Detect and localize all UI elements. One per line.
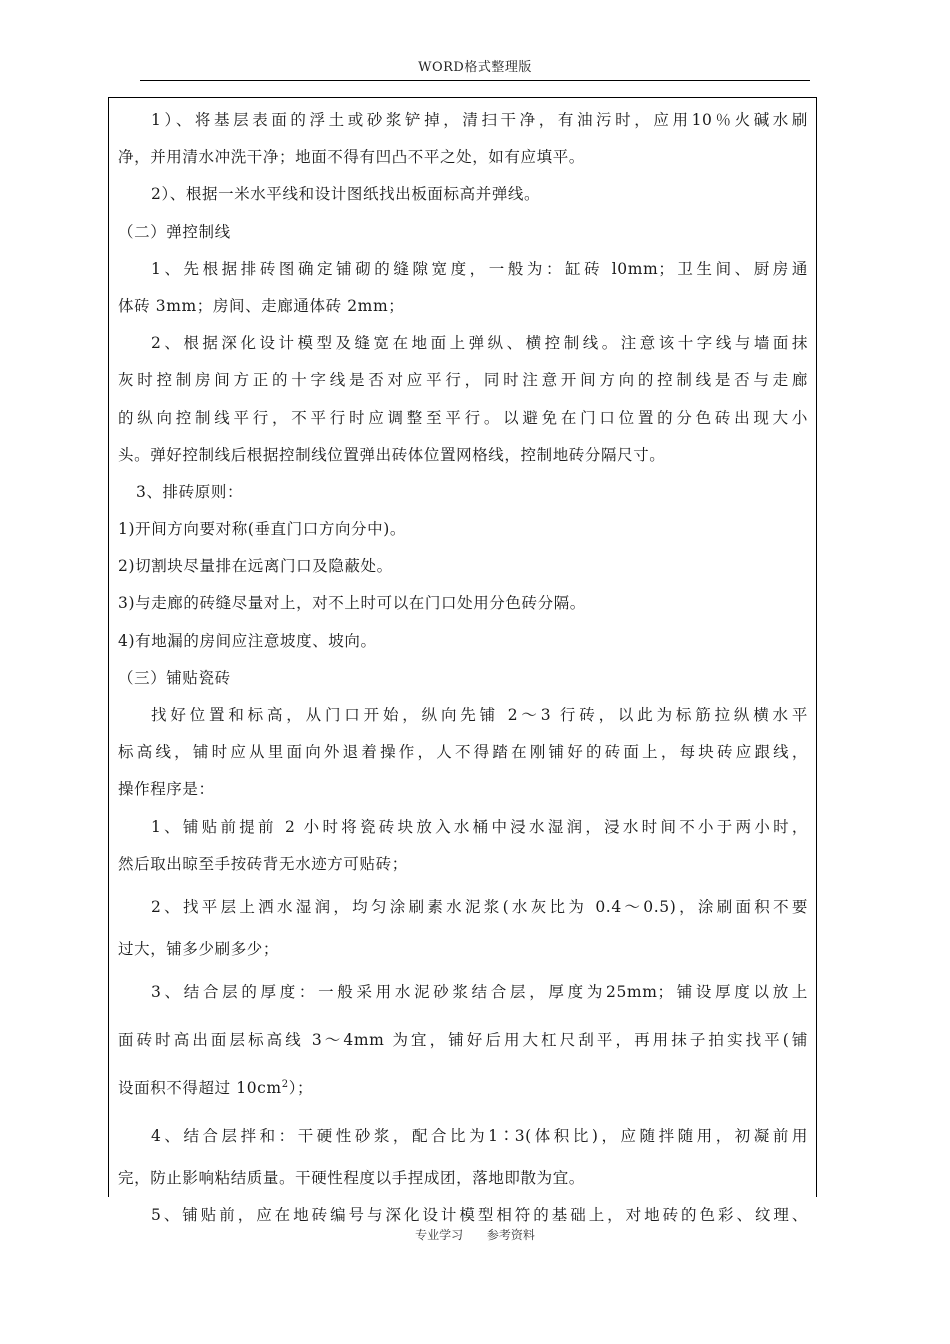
line-text: 设面积不得超过 10cm xyxy=(118,1079,282,1098)
paragraph-line xyxy=(118,1064,808,1112)
list-item: 2)切割块尽量排在远离门口及隐蔽处。 xyxy=(118,557,393,576)
paragraph-line: 5、铺贴前，应在地砖编号与深化设计模型相符的基础上，对地砖的色彩、纹理、 xyxy=(151,1206,808,1225)
paragraph-line: 1、先根据排砖图确定铺砌的缝隙宽度，一般为：缸砖 l0mm；卫生间、厨房通 xyxy=(151,259,808,278)
paragraph-line: 灰时控制房间方正的十字线是否对应平行，同时注意开间方向的控制线是否与走廊 xyxy=(118,371,808,390)
paragraph-line: 2）、根据一米水平线和设计图纸找出板面标高并弹线。 xyxy=(151,185,541,204)
paragraph-line: 1）、将基层表面的浮土或砂浆铲掉，清扫干净，有油污时，应用10％火碱水刷 xyxy=(151,111,808,129)
paragraph-line: 净，并用清水冲洗干净；地面不得有凹凸不平之处，如有应填平。 xyxy=(118,148,585,167)
paragraph-line: 的纵向控制线平行，不平行时应调整至平行。以避免在门口位置的分色砖出现大小 xyxy=(118,408,808,427)
page-footer xyxy=(0,1226,950,1243)
content-lines xyxy=(118,102,808,1235)
paragraph-line: 过大，铺多少刷多少； xyxy=(118,939,280,958)
superscript: 2 xyxy=(281,1078,289,1090)
paragraph-line: 标高线，铺时应从里面向外退着操作，人不得踏在刚铺好的砖面上，每块砖应跟线， xyxy=(118,743,808,762)
section-heading: （二）弹控制线 xyxy=(118,222,231,241)
paragraph-line: 4、结合层拌和：干硬性砂浆，配合比为1∶3(体积比)，应随拌随用，初凝前用 xyxy=(151,1127,808,1146)
header-rule xyxy=(140,80,810,81)
paragraph-line: 找好位置和标高，从门口开始，纵向先铺 2～3 行砖，以此为标筋拉纵横水平 xyxy=(151,706,808,724)
footer-right-text: 参考资料 xyxy=(486,1228,535,1242)
paragraph-line: 2、找平层上洒水湿润，均匀涂刷素水泥浆(水灰比为 0.4～0.5)，涂刷面积不要 xyxy=(151,897,808,916)
paragraph-line: 面砖时高出面层标高线 3～4mm 为宜，铺好后用大杠尺刮平，再用抹子拍实找平(铺 xyxy=(118,1031,808,1050)
list-item: 1)开间方向要对称(垂直门口方向分中)。 xyxy=(118,520,407,539)
line-tail: ）； xyxy=(288,1079,314,1098)
list-heading: 3、排砖原则： xyxy=(136,482,244,501)
content-table-cell xyxy=(108,97,817,1225)
footer-left-text: 专业学习 xyxy=(415,1228,464,1242)
paragraph-line: 然后取出晾至手按砖背无水迹方可贴砖； xyxy=(118,854,408,873)
list-item: 3)与走廊的砖缝尽量对上，对不上时可以在门口处用分色砖分隔。 xyxy=(118,594,586,613)
section-heading: （三）铺贴瓷砖 xyxy=(118,668,231,687)
page-header-title: WORD格式整理版 xyxy=(418,60,532,75)
paragraph-line: 完，防止影响粘结质量。干硬性程度以手捏成团，落地即散为宜。 xyxy=(118,1169,585,1188)
paragraph-line: 体砖 3mm；房间、走廊通体砖 2mm； xyxy=(118,296,405,315)
paragraph-line: 2、根据深化设计模型及缝宽在地面上弹纵、横控制线。注意该十字线与墙面抹 xyxy=(151,334,808,353)
list-item: 4)有地漏的房间应注意坡度、坡向。 xyxy=(118,631,377,650)
paragraph-line: 3、结合层的厚度：一般采用水泥砂浆结合层，厚度为25mm；铺设厚度以放上 xyxy=(151,983,808,1002)
paragraph-line: 操作程序是： xyxy=(118,780,215,799)
paragraph-line: 1、铺贴前提前 2 小时将瓷砖块放入水桶中浸水湿润，浸水时间不小于两小时， xyxy=(151,817,808,836)
paragraph-line: 头。弹好控制线后根据控制线位置弹出砖体位置网格线，控制地砖分隔尺寸。 xyxy=(118,445,666,464)
